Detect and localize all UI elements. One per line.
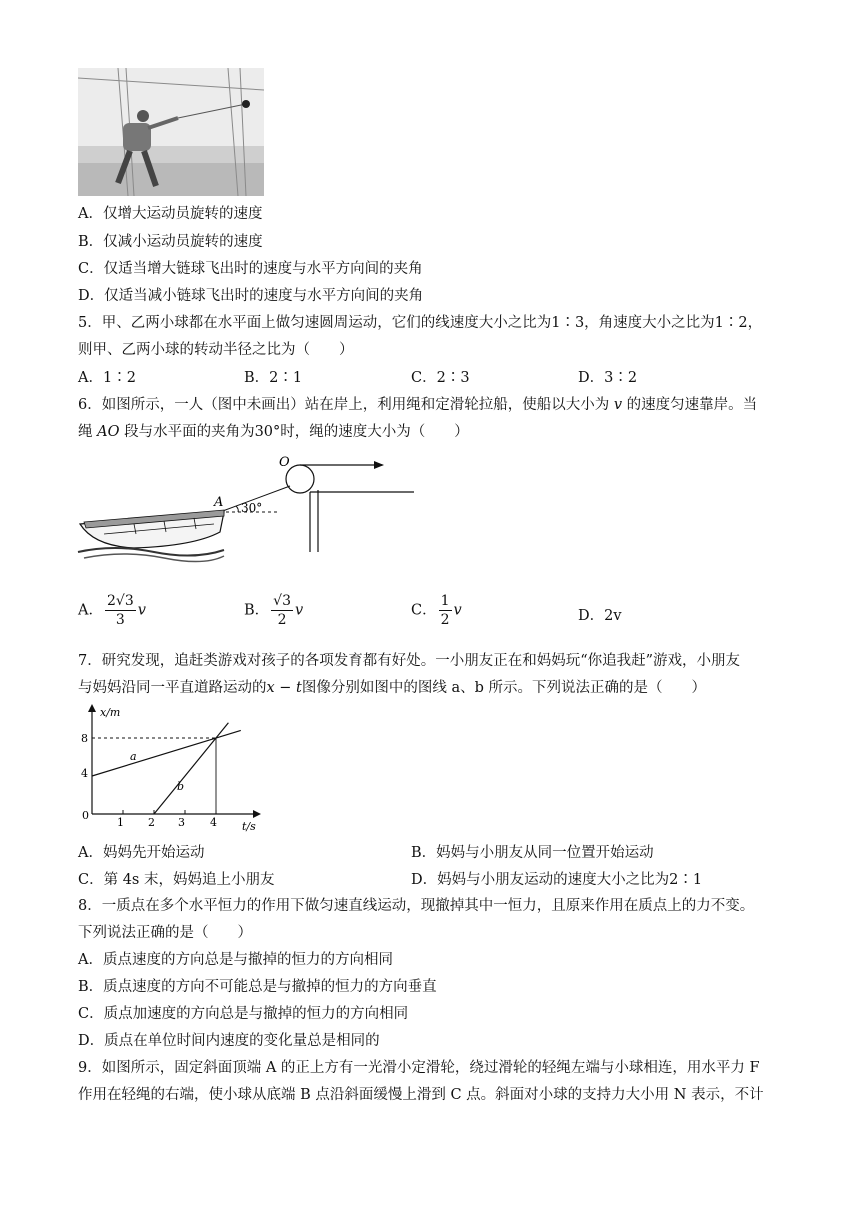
q5-option-a: A．1∶2 [78, 370, 136, 386]
q6-option-a: A． $\frac{2√3}{3}$ v [78, 593, 146, 628]
label-o: O [279, 455, 290, 470]
q5-option-b: B．2∶1 [244, 370, 303, 386]
q6-stem-line1: 6．如图所示，一人（图中未画出）站在岸上，利用绳和定滑轮拉船，使船以大小为 v 的速度匀速靠岸。当 [78, 397, 758, 413]
q8-option-a: A．质点速度的方向总是与撤掉的恒力的方向相同 [78, 952, 393, 968]
xt-graph [78, 702, 268, 832]
q7-stem-line2: 与妈妈沿同一平直道路运动的x − t图像分别如图中的图线 a、b 所示。下列说法正确的是（ ） [78, 680, 707, 696]
q4-option-d: D．仅适当减小链球飞出时的速度与水平方向间的夹角 [78, 288, 424, 304]
q5-option-c: C．2∶3 [411, 370, 470, 386]
q6-option-d: D．2v [578, 608, 622, 624]
q7-option-b: B．妈妈与小朋友从同一位置开始运动 [411, 845, 654, 861]
series-line-a [92, 730, 241, 776]
xtick-1: 1 [117, 816, 124, 829]
line-a-label: a [130, 750, 137, 763]
q6-option-c: C． $\frac{1}{2}$ v [411, 593, 462, 628]
q8-option-d: D．质点在单位时间内速度的变化量总是相同的 [78, 1033, 380, 1049]
q7-stem-line1: 7．研究发现，追赶类游戏对孩子的各项发育都有好处。一小朋友正在和妈妈玩“你追我赶”游戏，小朋友 [78, 653, 741, 669]
q9-stem-line1: 9．如图所示，固定斜面顶端 A 的正上方有一光滑小定滑轮，绕过滑轮的轻绳左端与小球相连，用水平力 F [78, 1060, 760, 1076]
q4-option-b: B．仅减小运动员旋转的速度 [78, 234, 263, 250]
q8-option-c: C．质点加速度的方向总是与撤掉的恒力的方向相同 [78, 1006, 409, 1022]
q7-option-c: C．第 4s 末，妈妈追上小朋友 [78, 872, 275, 888]
ytick-8: 8 [81, 732, 88, 745]
ytick-4: 4 [81, 767, 88, 780]
q5-option-d: D．3∶2 [578, 370, 638, 386]
series-line-b [154, 723, 228, 814]
graph-ylabel: x/m [100, 706, 121, 719]
q5-stem-line1: 5．甲、乙两小球都在水平面上做匀速圆周运动，它们的线速度大小之比为1∶3，角速度大小之比为1∶2， [78, 315, 763, 331]
q7-option-d: D．妈妈与小朋友运动的速度大小之比为2∶1 [411, 872, 703, 888]
xtick-2: 2 [148, 816, 155, 829]
boat-pulley-figure [74, 452, 424, 582]
xtick-3: 3 [178, 816, 185, 829]
q4-option-a: A．仅增大运动员旋转的速度 [78, 206, 263, 222]
ytick-0: 0 [82, 809, 89, 822]
q5-stem-line2: 则甲、乙两小球的转动半径之比为（ ） [78, 342, 354, 358]
xtick-4: 4 [210, 816, 217, 829]
q6-option-b: B． $\frac{√3}{2}$ v [244, 593, 304, 628]
label-angle: 30° [241, 501, 263, 515]
q9-stem-line2: 作用在轻绳的右端，使小球从底端 B 点沿斜面缓慢上滑到 C 点。斜面对小球的支持力大小用 N 表示，不计 [78, 1087, 764, 1103]
q7-option-a: A．妈妈先开始运动 [78, 845, 205, 861]
label-a: A [214, 495, 224, 510]
line-b-label: b [177, 780, 185, 793]
q6-stem-line2: 绳 AO 段与水平面的夹角为30°时，绳的速度大小为（ ） [78, 424, 469, 440]
q8-option-b: B．质点速度的方向不可能总是与撤掉的恒力的方向垂直 [78, 979, 437, 995]
boat-icon [78, 510, 224, 562]
q4-option-c: C．仅适当增大链球飞出时的速度与水平方向间的夹角 [78, 261, 423, 277]
hammer-throw-photo [78, 68, 264, 196]
graph-xlabel: t/s [242, 820, 256, 832]
q8-stem-line2: 下列说法正确的是（ ） [78, 925, 252, 941]
q8-stem-line1: 8．一质点在多个水平恒力的作用下做匀速直线运动，现撤掉其中一恒力，且原来作用在质点上的力不变。 [78, 898, 755, 914]
